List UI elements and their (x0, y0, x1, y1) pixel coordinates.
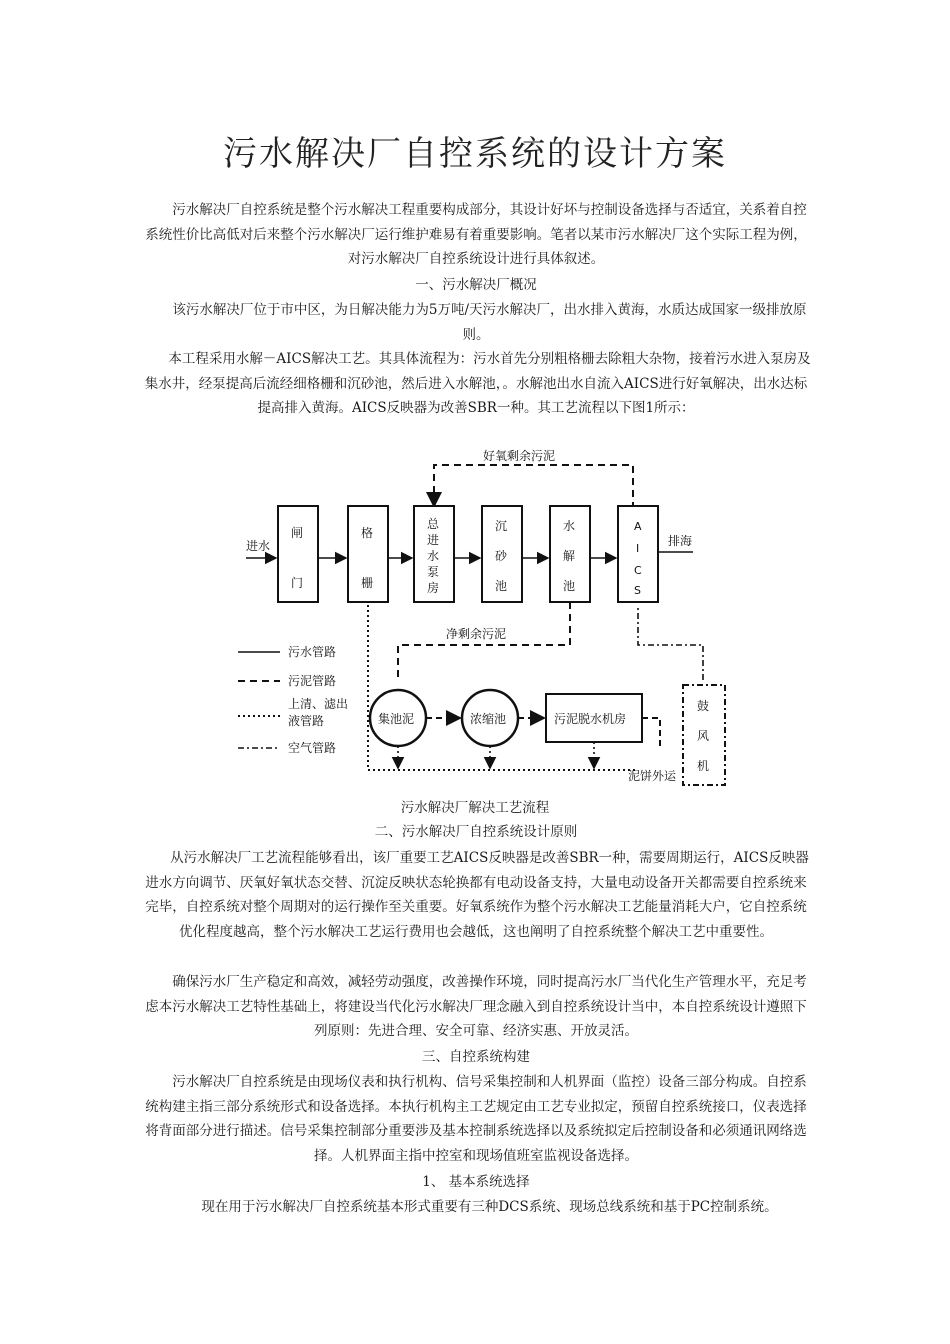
section1-heading: 一、污水解决厂概况 (415, 277, 537, 293)
dewater-label: 污泥脱水机房 (554, 712, 627, 726)
svg-text:解: 解 (563, 549, 576, 563)
legend-label: 污水管路 (288, 645, 337, 659)
svg-text:S: S (634, 584, 641, 597)
unit-hydrolysis (550, 506, 590, 602)
section3-paragraph-2: 现在用于污水解决厂自控系统基本形式重要有三种DCS系统、现场总线系统和基于PC控制系统。 (201, 1199, 778, 1215)
svg-text:泵: 泵 (427, 565, 440, 579)
svg-text:池: 池 (495, 579, 508, 593)
svg-text:房: 房 (427, 581, 440, 595)
return-sludge-line (434, 465, 633, 505)
unit-aics (618, 506, 658, 602)
svg-text:鼓: 鼓 (697, 699, 710, 713)
svg-text:栅: 栅 (361, 576, 374, 590)
cake-line (642, 718, 660, 750)
intro-paragraph: 污水解决厂自控系统是整个污水解决工程重要构成部分，其设计好坏与控制设备选择与否适宜，关系着自控系统性价比高低对后来整个污水解决厂运行维护难易有着重要影响。笔者以某市污水解决厂这个实际工程为例，对污水解决厂自控系统设计进行具体叙述。 (145, 202, 807, 267)
section2-paragraph-2: 确保污水厂生产稳定和高效，减轻劳动强度，改善操作环境，同时提高污水厂当代化生产管理水平，充足考虑本污水解决工艺特性基础上，将建设当代化污水解决厂理念融入到自控系统设计当中，本自控系统设计遵照下列原则：先进合理、安全可靠、经济实惠、开放灵活。 (145, 974, 807, 1039)
svg-text:格: 格 (361, 526, 374, 540)
svg-text:池: 池 (563, 579, 576, 593)
process-flow-diagram (228, 440, 728, 800)
inlet-label: 进水 (246, 539, 271, 553)
legend-label: 上清、滤出 (288, 697, 349, 711)
section2-paragraph-1: 从污水解决厂工艺流程能够看出，该厂重要工艺AICS反映器是改善SBR一种，需要周期运行，AICS反映器进水方向调节、厌氧好氧状态交替、沉淀反映状态轮换都有电动设备支持，大量电动设备开关都需要自控系统来完毕，自控系统对整个周期对的运行操作至关重要。好氧系统作为整个污水解决工艺能量消耗大户，它自控系统优化程度越高，整个污水解决工艺运行费用也会越低，这也阐明了自控系统整个解决工艺中重要性。 (145, 850, 809, 940)
excess-sludge-line (398, 602, 570, 680)
unit-pump-house (414, 506, 454, 602)
svg-text:砂: 砂 (495, 549, 508, 563)
section2-heading: 二、污水解决厂自控系统设计原则 (374, 824, 578, 840)
svg-text:进: 进 (427, 533, 440, 547)
svg-text:机: 机 (697, 759, 710, 773)
svg-text:A: A (634, 520, 642, 533)
document-title: 污水解决厂自控系统的设计方案 (223, 134, 727, 174)
circle1-label: 集池泥 (378, 712, 415, 726)
top-sludge-label: 好氧剩余污泥 (483, 449, 556, 463)
svg-text:沉: 沉 (495, 519, 508, 533)
section3-subheading: 1、 基本系统选择 (422, 1174, 530, 1190)
unit-screen (348, 506, 388, 602)
section3-paragraph-1: 污水解决厂自控系统是由现场仪表和执行机构、信号采集控制和人机界面（监控）设备三部分构成。自控系统构建主指三部分系统形式和设备选择。本执行机构主工艺规定由工艺专业拟定，预留自控系统接口，仪表选择将背面部分进行描述。信号采集控制部分重要涉及基本控制系统选择以及系统拟定后控制设备和必须通讯网络选择。人机界面主指中控室和现场值班室监视设备选择。 (145, 1074, 807, 1164)
outlet-label: 排海 (668, 534, 693, 548)
air-line (638, 606, 703, 680)
unit-grit-chamber (482, 506, 522, 602)
svg-text:总: 总 (427, 517, 440, 531)
cake-label: 泥饼外运 (628, 769, 677, 783)
svg-text:I: I (636, 542, 640, 555)
legend-label: 空气管路 (288, 741, 337, 755)
svg-text:水: 水 (427, 549, 440, 563)
figure-caption: 污水解决厂解决工艺流程 (400, 800, 550, 816)
svg-text:风: 风 (697, 729, 710, 743)
section1-paragraph-1: 该污水解决厂位于市中区，为日解决能力为5万吨/天污水解决厂，出水排入黄海，水质达成国家一级排放原则。 (172, 302, 807, 343)
mid-sludge-label: 净剩余污泥 (446, 627, 507, 641)
unit-gate (278, 506, 318, 602)
svg-text:门: 门 (291, 576, 304, 590)
circle2-label: 浓缩池 (470, 712, 507, 726)
section3-heading: 三、自控系统构建 (422, 1049, 530, 1065)
svg-text:水: 水 (563, 519, 576, 533)
svg-text:C: C (634, 564, 642, 577)
svg-text:闸: 闸 (291, 526, 304, 540)
legend-label: 污泥管路 (288, 674, 337, 688)
legend-label: 液管路 (288, 714, 325, 728)
section1-paragraph-2: 本工程采用水解－AICS解决工艺。其具体流程为：污水首先分别粗格栅去除粗大杂物，接着污水进入泵房及集水井，经泵提高后流经细格栅和沉砂池，然后进入水解池，。水解池出水自流入AICS进行好氧解决，出水达标提高排入黄海。AICS反映器为改善SBR一种。其工艺流程以下图1所示： (144, 351, 811, 416)
